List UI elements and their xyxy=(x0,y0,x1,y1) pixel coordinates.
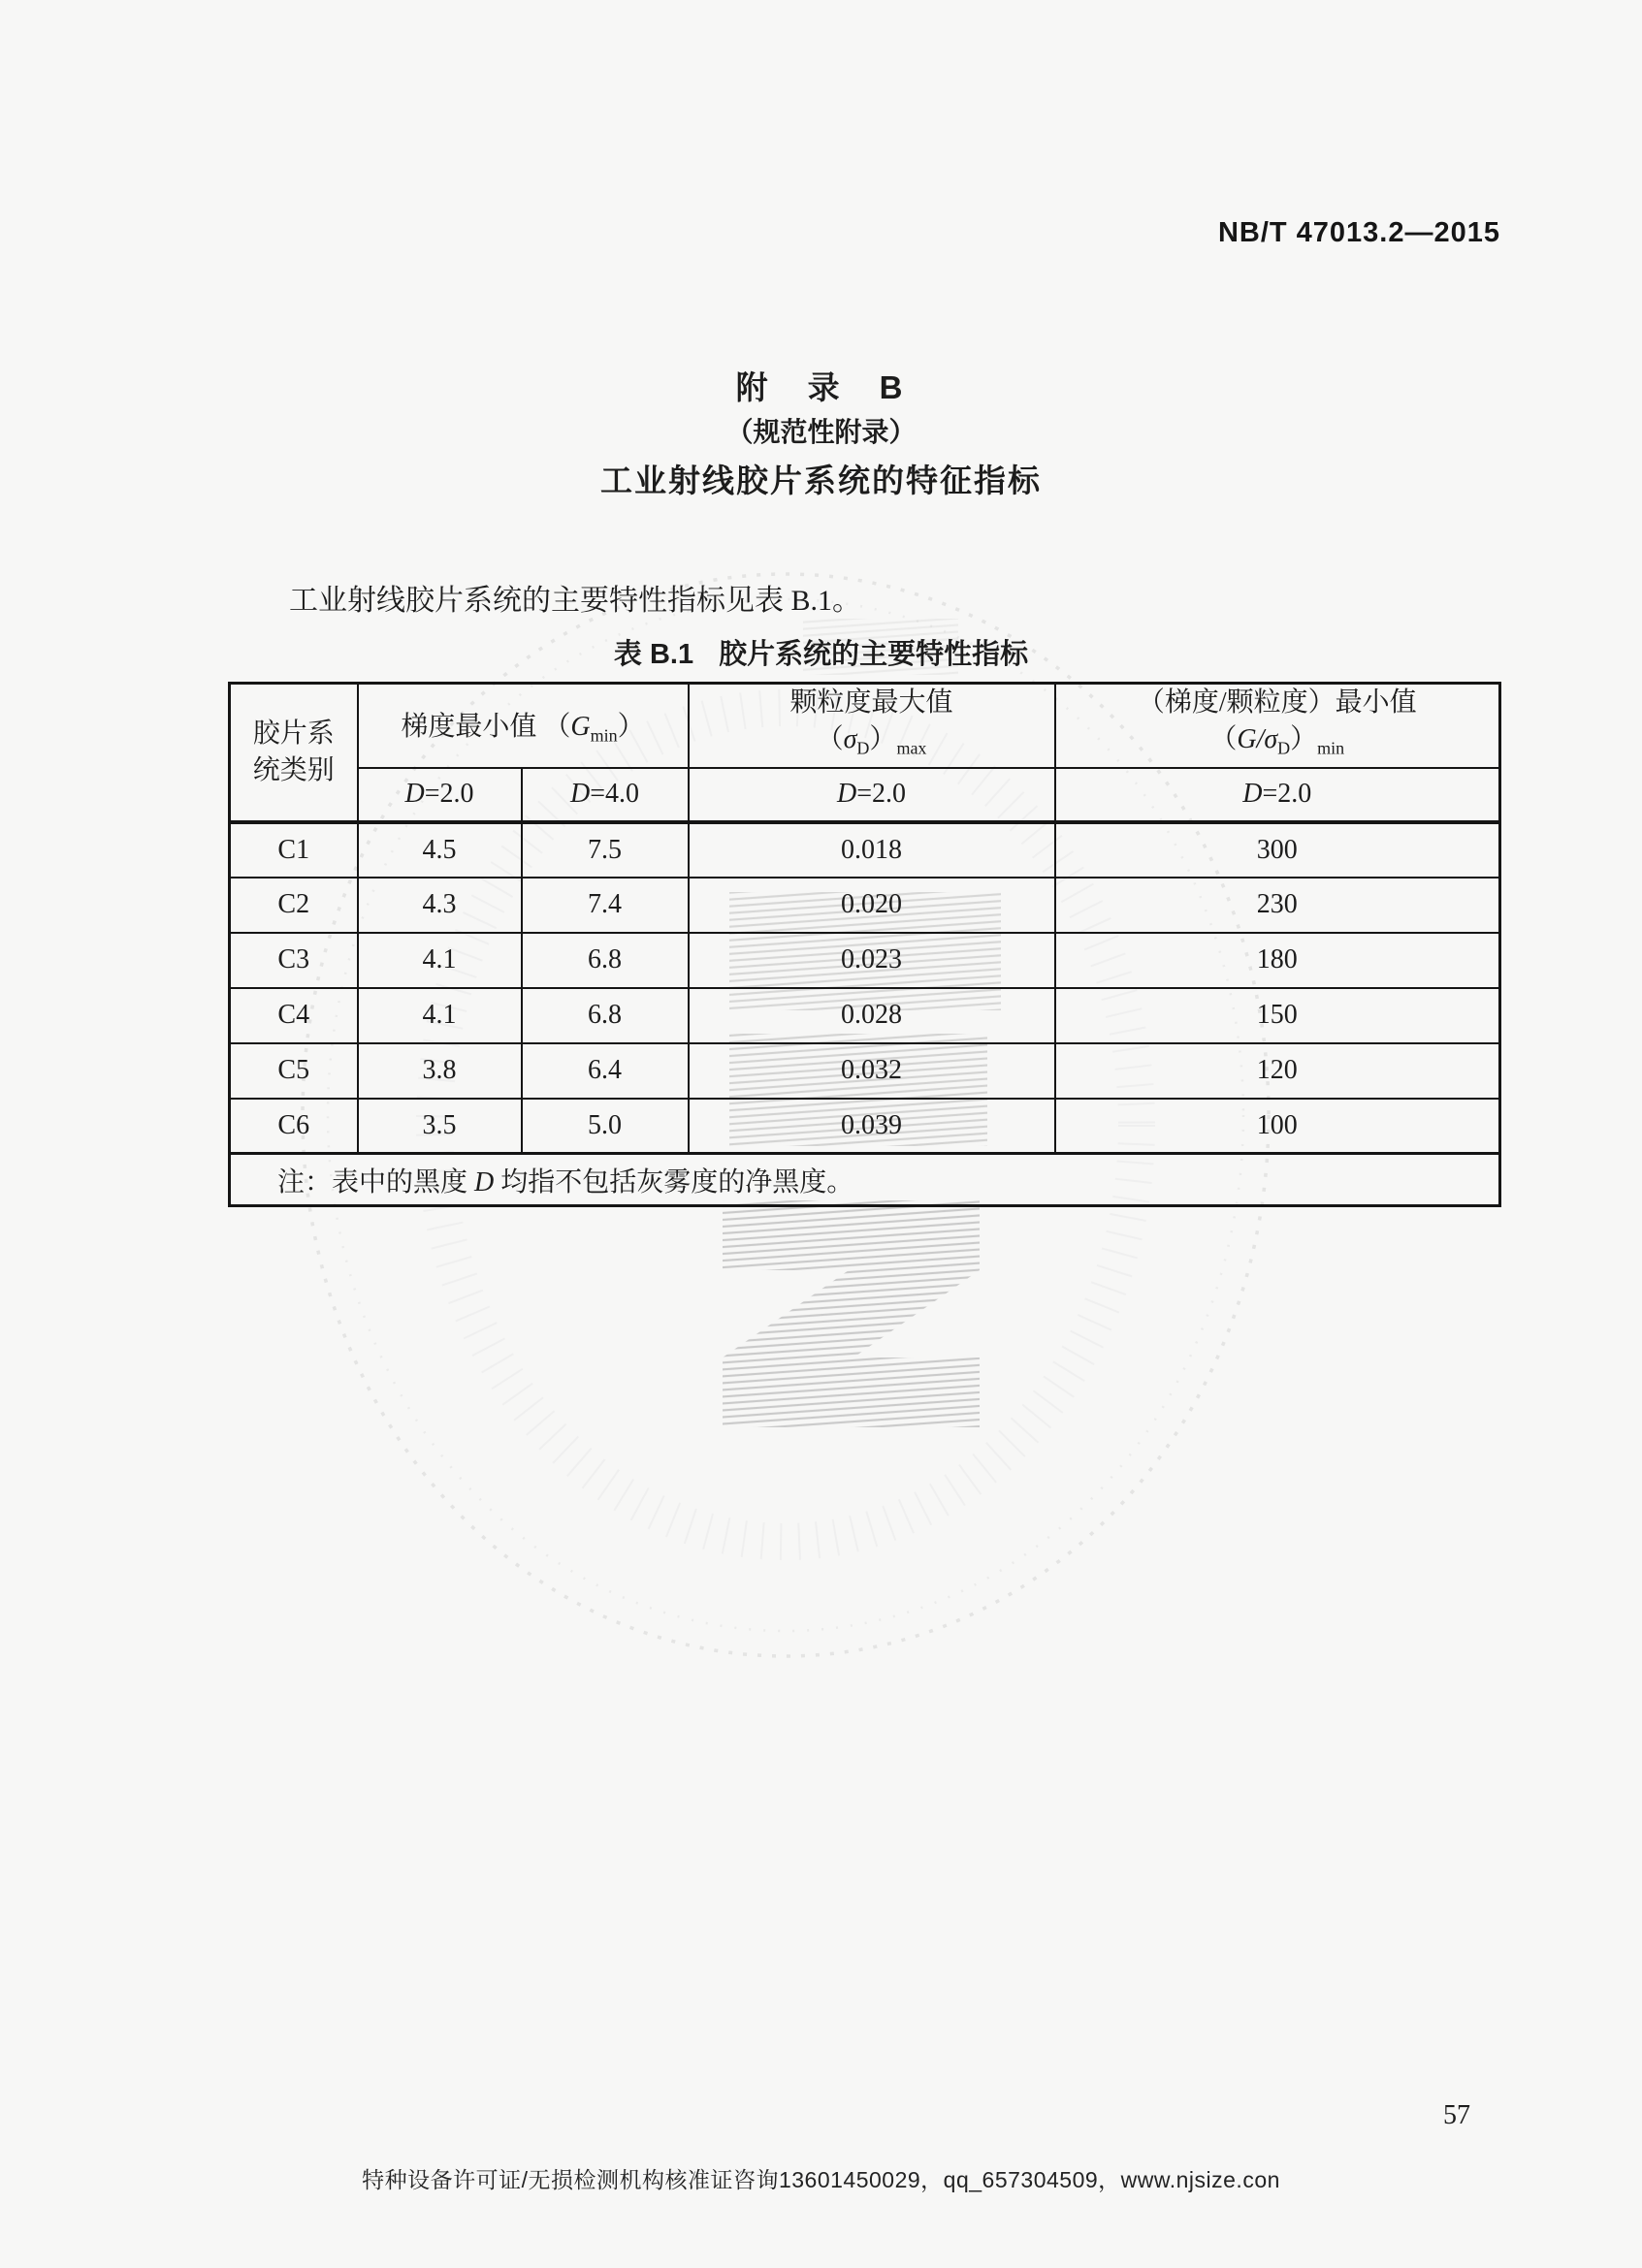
table-row-c5 xyxy=(230,1043,1500,1099)
cell-ratio: 180 xyxy=(1055,933,1500,988)
page-number: 57 xyxy=(1443,2100,1470,2130)
subheader-ratio-d20: D=2.0 xyxy=(1055,768,1500,822)
cell-g40: 5.0 xyxy=(522,1099,689,1154)
intro-paragraph: 工业射线胶片系统的主要特性指标见表 B.1。 xyxy=(289,585,862,617)
cell-g20: 4.3 xyxy=(358,878,522,933)
cell-class: C1 xyxy=(230,822,358,878)
cell-class: C5 xyxy=(230,1043,358,1099)
cell-ratio: 150 xyxy=(1055,988,1500,1043)
table-row-c4 xyxy=(230,988,1500,1043)
standard-number: NB/T 47013.2—2015 xyxy=(1217,217,1500,248)
cell-class: C2 xyxy=(230,878,358,933)
cell-g40: 6.8 xyxy=(522,933,689,988)
cell-g40: 6.8 xyxy=(522,988,689,1043)
cell-sigma: 0.023 xyxy=(689,933,1055,988)
footer-text: 特种设备许可证/无损检测机构核准证咨询13601450029，qq_657304509，www.njsize.con xyxy=(362,2167,1280,2192)
cell-g20: 3.5 xyxy=(358,1099,522,1154)
cell-ratio: 120 xyxy=(1055,1043,1500,1099)
subheader-gradient-d20: D=2.0 xyxy=(358,768,522,822)
cell-class: C4 xyxy=(230,988,358,1043)
header-gradient-granularity-ratio-min: （梯度/颗粒度）最小值 $(G/\sigma_D)_{min}$ xyxy=(1055,684,1500,768)
header-film-system-class: 胶片系 统类别 xyxy=(230,684,358,822)
cell-class: C6 xyxy=(230,1099,358,1154)
cell-g40: 6.4 xyxy=(522,1043,689,1099)
cell-g40: 7.5 xyxy=(522,822,689,878)
cell-sigma: 0.020 xyxy=(689,878,1055,933)
cell-g20: 4.1 xyxy=(358,988,522,1043)
table-caption xyxy=(0,632,1642,672)
table-caption-number: 表 B.1 xyxy=(613,639,694,670)
table-row-c2 xyxy=(230,878,1500,933)
cell-sigma: 0.018 xyxy=(689,822,1055,878)
table-row-c3 xyxy=(230,933,1500,988)
table-note-row xyxy=(230,1154,1500,1206)
appendix-subtitle: （规范性附录） xyxy=(725,417,917,447)
cell-g20: 4.5 xyxy=(358,822,522,878)
cell-sigma: 0.032 xyxy=(689,1043,1055,1099)
table-row-c1 xyxy=(230,822,1500,878)
appendix-title: 附 录 B xyxy=(735,369,907,405)
cell-g20: 4.1 xyxy=(358,933,522,988)
appendix-heading: 工业射线胶片系统的特征指标 xyxy=(600,463,1042,498)
cell-sigma: 0.039 xyxy=(689,1099,1055,1154)
cell-ratio: 100 xyxy=(1055,1099,1500,1154)
header-gradient-min: 梯度最小值 $(G_{min})$ xyxy=(358,684,689,768)
subheader-gradient-d40: D=4.0 xyxy=(522,768,689,822)
table-note: 注：表中的黑度 D 均指不包括灰雾度的净黑度。 xyxy=(230,1154,1500,1206)
table-row-c6 xyxy=(230,1099,1500,1154)
cell-ratio: 230 xyxy=(1055,878,1500,933)
cell-g20: 3.8 xyxy=(358,1043,522,1099)
header-granularity-max: 颗粒度最大值 $(\sigma_D)_{max}$ xyxy=(689,684,1055,768)
cell-class: C3 xyxy=(230,933,358,988)
cell-sigma: 0.028 xyxy=(689,988,1055,1043)
cell-g40: 7.4 xyxy=(522,878,689,933)
film-system-characteristics-table xyxy=(228,682,1501,1207)
table-caption-text: 胶片系统的主要特性指标 xyxy=(719,639,1029,670)
subheader-granularity-d20: D=2.0 xyxy=(689,768,1055,822)
cell-ratio: 300 xyxy=(1055,822,1500,878)
